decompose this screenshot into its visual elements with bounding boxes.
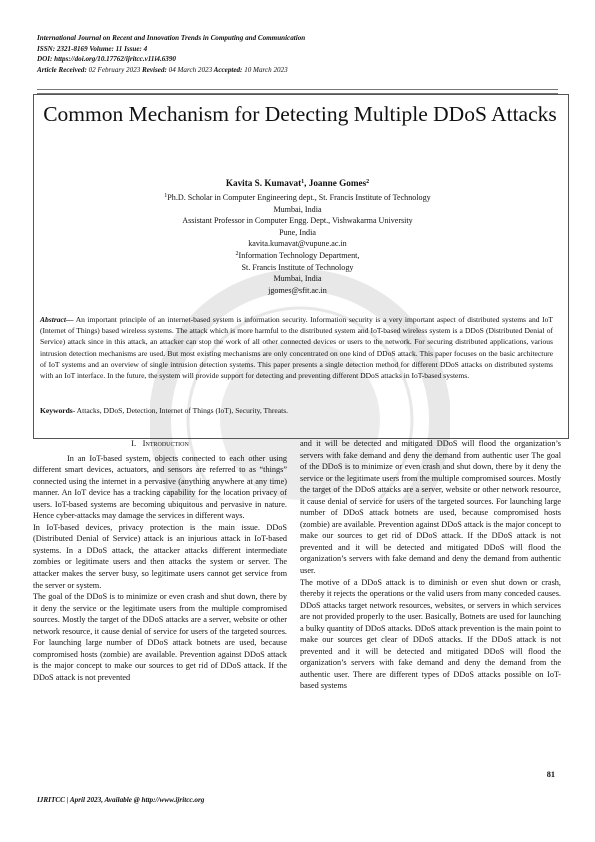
affiliation-1-mark: 1 <box>164 193 168 199</box>
affiliation-line: St. Francis Institute of Technology <box>241 262 354 272</box>
keywords-text: - Attacks, DDoS, Detection, Internet of Things (IoT), Security, Threats. <box>72 406 289 415</box>
body-paragraph: The goal of the DDoS is to minimize or even crash and shut down, there by it deny the service or the legitimate users from the multiple compromised sources. Mostly the target of the DDoS attacks are a server, website or other network resource, it cause denial of service for users of the targeted sources. For launching large number of DDoS attack botnets are used, because compromised hosts (zombie) are available. Prevention against DDoS attack is the major concept to make our sources to get rid of DDoS attack. If the DDoS attack is not prevented <box>33 592 287 682</box>
author-separator: , <box>304 178 309 188</box>
body-paragraph: In an IoT-based system, objects connected to each other using different smart devices, actuators, and sensors are referred to as “things” connected using the internet in a pervasive (anything anywhere at any time) manner. An IoT device has a tracking capability for the location privacy of users. IoT-based systems are becoming ubiquitous and pervasive in nature. Hence cyber-attacks may damage the services in different ways. <box>33 453 287 521</box>
affiliation-line: Pune, India <box>279 227 316 237</box>
journal-doi[interactable]: DOI: https://doi.org/10.17762/ijritcc.v11i4.6390 <box>37 55 176 64</box>
article-dates <box>37 65 305 76</box>
affiliations <box>0 192 595 296</box>
abstract-text: An important principle of an internet-based system is information security. Information security is a very important aspect of distributed systems and IoT (Internet of Things) based wireless systems. The attack which is more harmful to the distributed system and IoT-based wireless system is a DDoS (Distributed Denial of Service) attack since in this attack, an attacker can stop the work of all other connected devices or users to the network. For securing distributed applications, various intrusion detection mechanisms are used. But most existing mechanisms are only concentrated on one kind of DDoS attack. This paper focuses on the basic architecture of IoT systems and an overview of single intrusion detection systems. This paper presents a single detection method for different DDoS attacks on distributed systems with an IoT interface. In the future, the system will provide support for detecting and preventing different DDoS attacks in IoT-based systems. <box>40 315 553 381</box>
right-column <box>300 438 561 692</box>
accepted-label: Accepted: <box>213 65 243 74</box>
author-line <box>0 178 595 188</box>
affiliation-line: Assistant Professor in Computer Engg. Dept., Vishwakarma University <box>182 216 413 226</box>
received-date: 02 February 2023 <box>88 65 141 74</box>
author-2-email[interactable]: jgomes@sfit.ac.in <box>268 285 327 295</box>
footer-citation: IJRITCC | April 2023, Available @ http://www.ijritcc.org <box>37 796 205 804</box>
author-2: Joanne Gomes <box>308 178 367 188</box>
affiliation-line: $^1$Ph.D. Scholar in Computer Engineering dept., St. Francis Institute of Technology <box>164 193 431 202</box>
paper-title: Common Mechanism for Detecting Multiple DDoS Attacks <box>43 102 557 126</box>
journal-name: International Journal on Recent and Innovation Trends in Computing and Communication <box>37 34 306 42</box>
left-column <box>33 438 287 683</box>
section-title: Introduction <box>142 438 189 448</box>
author-2-mark: 2 <box>366 179 370 185</box>
keywords <box>40 405 553 416</box>
author-1: Kavita S. Kumavat <box>225 178 302 188</box>
accepted-date: 10 March 2023 <box>244 65 288 74</box>
body-paragraph: In IoT-based devices, privacy protection is the main issue. DDoS (Distributed Denial of Service) attack is an injurious attack in IoT-based systems. In a DDoS attack, the attacker attacks different intermediate zombies or legitimate users and then attacks the system or server. The attacker makes the server busy, so legitimate users cannot get service from the server or system. <box>33 522 287 590</box>
affiliation-line: $^2$Information Technology Department, <box>235 250 360 260</box>
page-number: 81 <box>546 770 555 779</box>
affiliation-line: Mumbai, India <box>273 204 322 214</box>
abstract <box>40 314 553 381</box>
section-number: I. <box>131 438 137 448</box>
keywords-label: Keywords <box>40 406 73 415</box>
journal-issn: ISSN: 2321-8169 Volume: 11 Issue: 4 <box>37 44 148 53</box>
author-1-email[interactable]: kavita.kumavat@vupune.ac.in <box>248 239 347 249</box>
affiliation-line: Mumbai, India <box>273 274 322 284</box>
body-paragraph: and it will be detected and mitigated DDoS will flood the organization’s servers with fake demand and deny the demand from authentic user The goal of the DDoS is to minimize or even crash and shut down, there by it deny the service or the legitimate users from the multiple compromised sources. Mostly the target of the DDoS attacks are a server, website or other network resource, it cause denial of service for users of the targeted sources. For launching large number of DDoS attack botnets are used, because compromised hosts (zombie) are available. Prevention against DDoS attack is the major concept to make our sources to get rid of DDoS attack. If the DDoS attack is not prevented and it will be detected and mitigated DDoS will flood the organization’s servers with fake demand and deny the demand from authentic user. <box>300 439 561 576</box>
abstract-label: Abstract— <box>40 315 74 324</box>
received-label: Article Received: <box>37 65 87 74</box>
body-paragraph: The motive of a DDoS attack is to diminish or even shut down or crash, thereby it rejects the operations or the valid users from many conceded causes. DDoS attacks target network resources, websites, or servers in which services are not provided properly to the user. Basically, Botnets are used for launching a bulky quantity of DDoS attacks. DDoS attack prevention is the main point to make our sources get clear of DDoS attacks. If the DDoS attack is not prevented and it will be detected and mitigated DDoS will flood the organization’s servers with fake demand and deny the demand from the authentic user. There are different types of DDoS attacks possible on IoT-based systems <box>300 577 561 691</box>
journal-header <box>37 33 305 75</box>
affiliation-2-mark: 2 <box>235 250 239 257</box>
revised-label: Revised: <box>142 65 167 74</box>
revised-date: 04 March 2023 <box>168 65 213 74</box>
author-1-mark: 1 <box>301 179 305 185</box>
section-heading <box>33 438 287 450</box>
